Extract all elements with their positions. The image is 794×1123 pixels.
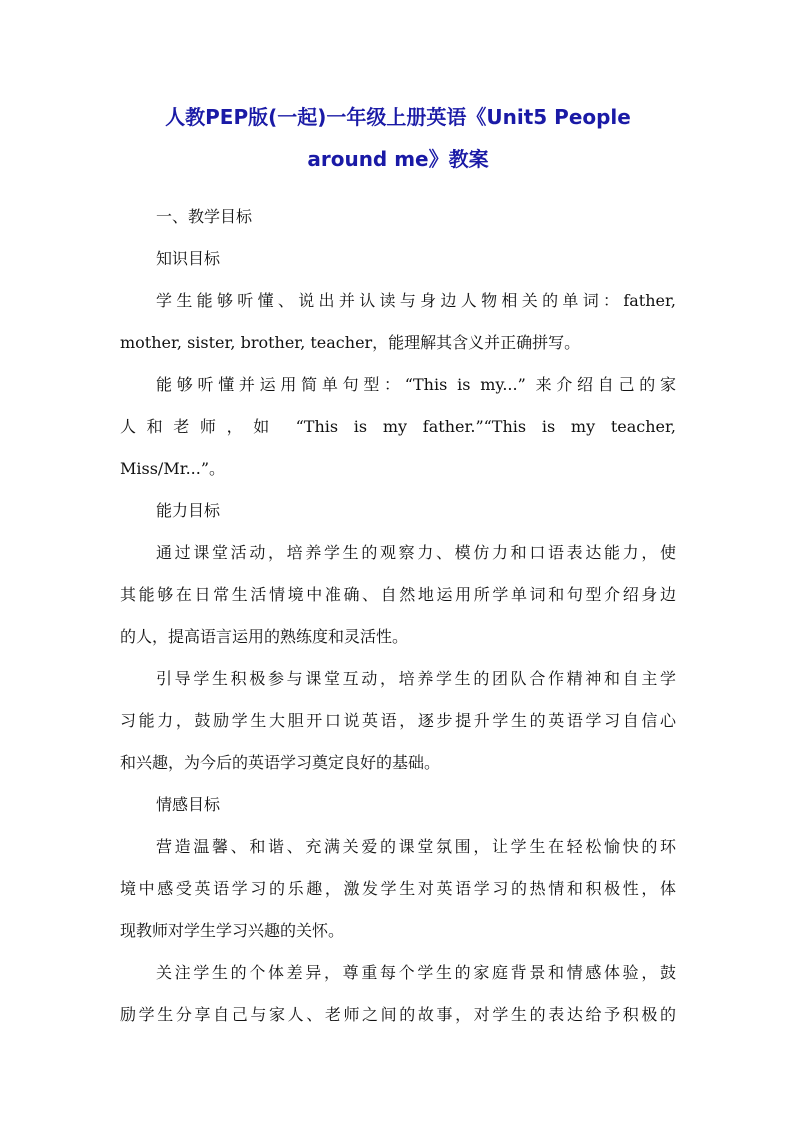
subheading-emotion: 情感目标 — [156, 795, 221, 814]
paragraph-line: Miss/Mr...”。 — [120, 459, 226, 478]
section-heading-objectives: 一、教学目标 — [156, 207, 253, 226]
paragraph-line: 引导学生积极参与课堂互动，培养学生的团队合作精神和自主学 — [156, 669, 676, 688]
paragraph-line: 营造温馨、和谐、充满关爱的课堂氛围，让学生在轻松愉快的环 — [156, 837, 676, 856]
document-title — [120, 96, 676, 180]
title-line-1: 人教PEP版(一起)一年级上册英语《Unit5 People — [165, 105, 631, 129]
paragraph-line: 现教师对学生学习兴趣的关怀。 — [120, 921, 345, 940]
title-line-2: around me》教案 — [307, 147, 489, 171]
paragraph-line: 人和老师，如 “This is my father.”“This is my teacher, — [120, 417, 676, 436]
document-page — [120, 96, 676, 1036]
paragraph-line: 的人，提高语言运用的熟练度和灵活性。 — [120, 627, 409, 646]
paragraph-line: 通过课堂活动，培养学生的观察力、模仿力和口语表达能力，使 — [156, 543, 676, 562]
paragraph-line: mother, sister, brother, teacher，能理解其含义并正确拼写。 — [120, 333, 581, 352]
subheading-knowledge: 知识目标 — [156, 249, 221, 268]
paragraph-line: 关注学生的个体差异，尊重每个学生的家庭背景和情感体验，鼓 — [156, 963, 676, 982]
paragraph-line: 学生能够听懂、说出并认读与身边人物相关的单词：father, — [156, 291, 676, 310]
paragraph-line: 和兴趣，为今后的英语学习奠定良好的基础。 — [120, 753, 441, 772]
paragraph-line: 励学生分享自己与家人、老师之间的故事，对学生的表达给予积极的 — [120, 1005, 676, 1024]
subheading-ability: 能力目标 — [156, 501, 221, 520]
paragraph-line: 习能力，鼓励学生大胆开口说英语，逐步提升学生的英语学习自信心 — [120, 711, 676, 730]
paragraph-line: 其能够在日常生活情境中准确、自然地运用所学单词和句型介绍身边 — [120, 585, 676, 604]
paragraph-line: 能够听懂并运用简单句型：“This is my...” 来介绍自己的家 — [156, 375, 676, 394]
paragraph-line: 境中感受英语学习的乐趣，激发学生对英语学习的热情和积极性，体 — [120, 879, 676, 898]
